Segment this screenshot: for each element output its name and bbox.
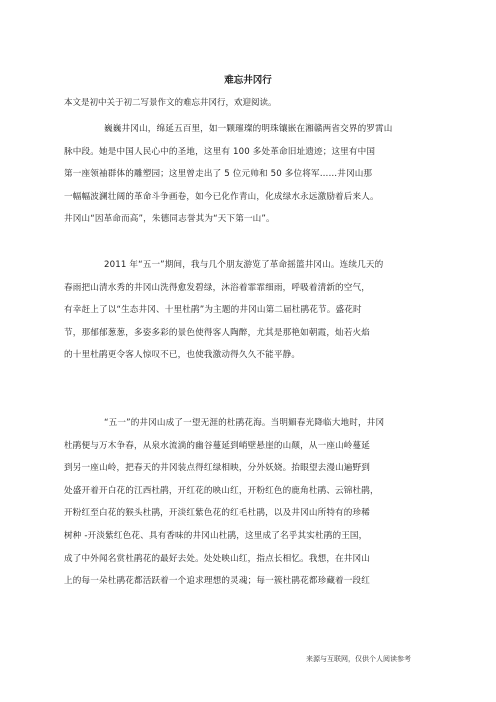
source-footer: 来源与互联网，仅供个人阅读参考 xyxy=(306,655,411,663)
paragraph-line: “五一”的井冈山成了一望无涯的杜鹃花海。当明媚春光降临大地时，井冈 xyxy=(104,418,385,428)
paragraph-line: 的十里杜鹃更令客人惊叹不已，也使我激动得久久不能平静。 xyxy=(64,350,301,361)
paragraph-line: 树种 -开淡紫红色花、具有香味的井冈山杜鹃，这里成了名乎其实杜鹃的王国， xyxy=(64,530,368,541)
paragraph-line: 脉中段。她是中国人民心中的圣地，这里有 100 多处革命旧址遗迹；这里有中国 xyxy=(64,146,376,157)
paragraph-3 xyxy=(64,412,434,593)
paragraph-line: 成了中外闻名赏杜鹃花的最好去处。处处映山红，指点长相忆。我想，在井冈山 xyxy=(64,553,371,564)
paragraph-line: 节，那郁郁葱葱，多姿多彩的景色使得客人陶醉，尤其是那艳如朝霞，灿若火焰 xyxy=(64,327,371,338)
paragraph-line: 到另一座山岭，把春天的井冈装点得红绿相映，分外妖娆。抬眼望去漫山遍野到 xyxy=(64,463,371,474)
paragraph-line: 杜鹃便与万木争春，从泉水流淌的幽谷蔓延到峭壁悬崖的山颠，从一座山岭蔓延 xyxy=(64,440,371,451)
paragraph-line: 巍巍井冈山，绵延五百里，如一颗璀璨的明珠镶嵌在湘赣两省交界的罗霄山 xyxy=(104,124,393,134)
intro-text: 本文是初中关于初二写景作文的难忘井冈行，欢迎阅读。 xyxy=(64,98,277,108)
paragraph-line: 春雨把山清水秀的井冈山洗得愈发碧绿，沐浴着霏霏细雨，呼吸着清新的空气， xyxy=(64,282,371,293)
paragraph-1 xyxy=(64,118,434,231)
paragraph-line: 处盛开着开白花的江西杜鹃，开红花的映山红，开粉红色的鹿角杜鹃、云锦杜鹃， xyxy=(64,485,379,496)
paragraph-line: 开粉红至白花的猴头杜鹃，开淡红紫色花的红毛杜鹃，以及井冈山所特有的珍稀 xyxy=(64,508,371,519)
paragraph-line: 有幸赶上了以“生态井冈、十里杜鹃”为主题的井冈山第二届杜鹃花节。盛花时 xyxy=(64,305,362,316)
paragraph-line: 2011 年“五一”期间，我与几个朋友游览了革命摇篮井冈山。连续几天的 xyxy=(104,260,384,270)
paragraph-line: 上的每一朵杜鹃花都活跃着一个追求理想的灵魂；每一簇杜鹃花都珍藏着一段红 xyxy=(64,576,371,587)
paragraph-2 xyxy=(64,254,434,367)
paragraph-line: 井冈山“因革命而高”，朱德同志誉其为“天下第一山”。 xyxy=(64,214,275,225)
paragraph-line: 一幅幅波澜壮阔的革命斗争画卷，如今已化作青山，化成绿水永远激励着后来人。 xyxy=(64,191,379,202)
paragraph-line: 第一座领袖群体的雕塑园；这里曾走出了 5 位元帅和 50 多位将军……井冈山那 xyxy=(64,169,373,180)
page-title: 难忘井冈行 xyxy=(224,75,272,86)
